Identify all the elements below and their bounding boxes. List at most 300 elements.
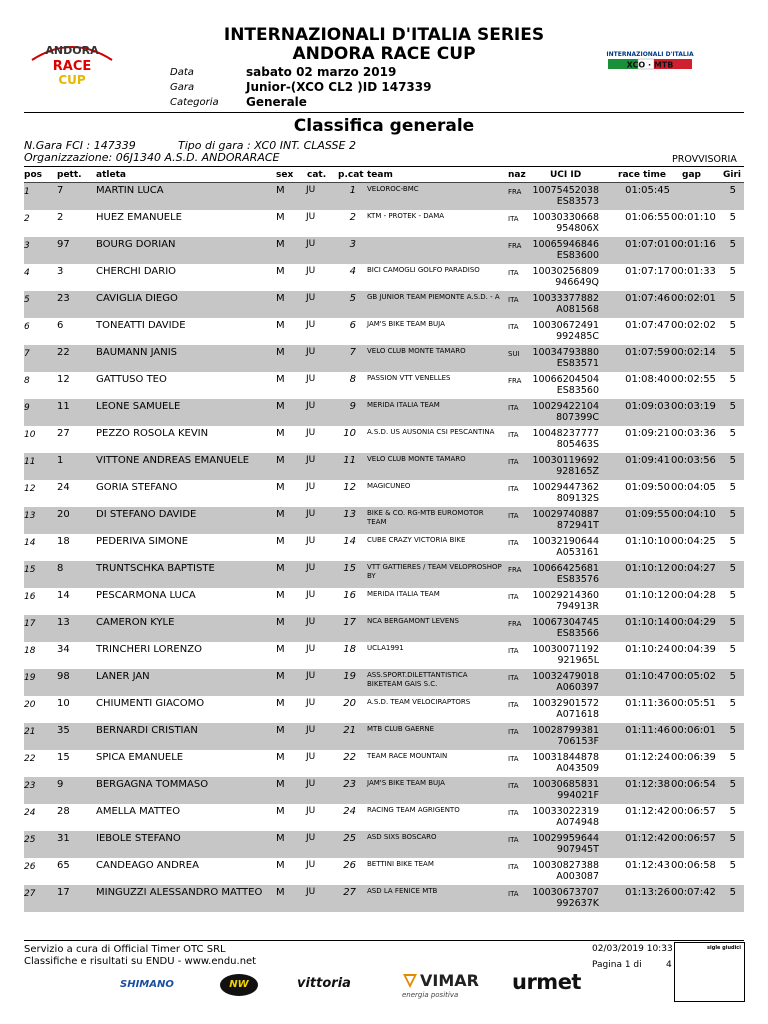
nationality: ITA (508, 674, 519, 682)
gap-time: 00:01:10 (671, 212, 716, 223)
race-time: 01:12:43 (625, 860, 670, 871)
gap-time: 00:03:56 (671, 455, 716, 466)
athlete-name: TRINCHERI LORENZO (96, 644, 202, 655)
gap-time: 00:04:27 (671, 563, 716, 574)
team-name: VELOROC-BMC (367, 185, 419, 193)
judges-signature-box (674, 942, 745, 1002)
bib-cell: 3 (57, 266, 64, 277)
laps: 5 (729, 320, 736, 331)
footer-results: Classifiche e risultati su ENDU - www.endu.net (24, 956, 257, 967)
athlete-name: PEDERIVA SIMONE (96, 536, 189, 547)
team-name: VTT GATTIERES / TEAM VELOPROSHOP BY (367, 563, 502, 580)
bib-cell: 11 (57, 401, 70, 412)
category-position: 12 (343, 482, 356, 493)
bib-cell: 97 (57, 239, 70, 250)
table-row (24, 534, 744, 561)
category-position: 24 (343, 806, 356, 817)
event-title-line2: ANDORA RACE CUP (292, 44, 476, 64)
laps: 5 (729, 482, 736, 493)
category-cell: JU (306, 590, 316, 600)
meta-value-gara: Junior-(XCO CL2 )ID 147339 (246, 80, 432, 94)
laps: 5 (729, 617, 736, 628)
col-pcat: p.cat (338, 170, 364, 180)
pos-cell: 8 (24, 376, 30, 386)
col-cat: cat. (307, 170, 327, 180)
category-position: 21 (343, 725, 356, 736)
col-giri: Giri (723, 170, 741, 180)
sex-cell: M (276, 644, 285, 655)
laps: 5 (729, 347, 736, 358)
team-name: CUBE CRAZY VICTORIA BIKE (367, 536, 466, 544)
table-row (24, 318, 744, 345)
table-row (24, 858, 744, 885)
meta-value-categoria: Generale (246, 95, 307, 109)
athlete-name: IEBOLE STEFANO (96, 833, 181, 844)
gap-time: 00:03:36 (671, 428, 716, 439)
pos-cell: 14 (24, 538, 36, 548)
team-name: ASS.SPORT.DILETTANTISTICA BIKETEAM GAIS S.C. (367, 671, 468, 688)
svg-text:ANDORA: ANDORA (45, 44, 99, 57)
bib-cell: 22 (57, 347, 70, 358)
table-row (24, 588, 744, 615)
pos-cell: 19 (24, 673, 36, 683)
category-cell: JU (306, 752, 316, 762)
gap-time: 00:01:16 (671, 239, 716, 250)
table-row (24, 885, 744, 912)
pos-cell: 27 (24, 889, 36, 899)
category-cell: JU (306, 671, 316, 681)
category-position: 7 (349, 347, 356, 358)
sex-cell: M (276, 833, 285, 844)
category-position: 23 (343, 779, 356, 790)
race-time: 01:09:50 (625, 482, 670, 493)
col-time: race time (618, 170, 666, 180)
race-time: 01:10:47 (625, 671, 670, 682)
gap-time: 00:02:55 (671, 374, 716, 385)
category-cell: JU (306, 185, 316, 195)
team-name: MTB CLUB GAERNE (367, 725, 435, 733)
category-position: 17 (343, 617, 356, 628)
sex-cell: M (276, 347, 285, 358)
nationality: ITA (508, 809, 519, 817)
bib-cell: 7 (57, 185, 64, 196)
table-row (24, 804, 744, 831)
sex-cell: M (276, 563, 285, 574)
category-position: 19 (343, 671, 356, 682)
nationality: ITA (508, 296, 519, 304)
table-row (24, 453, 744, 480)
team-name: A.S.D. US AUSONIA CSI PESCANTINA (367, 428, 495, 436)
bib-cell: 27 (57, 428, 70, 439)
category-position: 20 (343, 698, 356, 709)
category-position: 1 (349, 185, 356, 196)
pos-cell: 13 (24, 511, 36, 521)
category-cell: JU (306, 320, 316, 330)
category-cell: JU (306, 725, 316, 735)
race-time: 01:08:40 (625, 374, 670, 385)
sex-cell: M (276, 671, 285, 682)
table-row (24, 291, 744, 318)
uci-id: 10067304745 ES83566 (532, 617, 599, 639)
category-cell: JU (306, 347, 316, 357)
table-row (24, 642, 744, 669)
category-cell: JU (306, 563, 316, 573)
gap-time: 00:03:19 (671, 401, 716, 412)
uci-id: 10030673707 992637K (532, 887, 599, 909)
laps: 5 (729, 536, 736, 547)
laps: 5 (729, 887, 736, 898)
header-divider (24, 112, 744, 113)
gap-time: 00:04:05 (671, 482, 716, 493)
urmet-logo: urmet (512, 970, 581, 994)
table-row (24, 696, 744, 723)
sex-cell: M (276, 617, 285, 628)
category-position: 5 (349, 293, 356, 304)
uci-id: 10028799381 706153F (532, 725, 599, 747)
bib-cell: 98 (57, 671, 70, 682)
laps: 5 (729, 509, 736, 520)
bib-cell: 8 (57, 563, 64, 574)
athlete-name: VITTONE ANDREAS EMANUELE (96, 455, 250, 466)
nationality: ITA (508, 836, 519, 844)
vimar-logo: VIMAR (420, 971, 479, 990)
category-cell: JU (306, 428, 316, 438)
laps: 5 (729, 293, 736, 304)
uci-id: 10029422104 807399C (532, 401, 599, 423)
category-cell: JU (306, 833, 316, 843)
athlete-name: AMELLA MATTEO (96, 806, 181, 817)
category-cell: JU (306, 266, 316, 276)
athlete-name: BOURG DORIAN (96, 239, 176, 250)
bib-cell: 24 (57, 482, 70, 493)
table-row (24, 831, 744, 858)
category-cell: JU (306, 887, 316, 897)
team-name: JAM'S BIKE TEAM BUJA (367, 779, 445, 787)
athlete-name: GATTUSO TEO (96, 374, 167, 385)
athlete-name: CANDEAGO ANDREA (96, 860, 199, 871)
category-position: 16 (343, 590, 356, 601)
uci-id: 10030119692 928165Z (532, 455, 599, 477)
team-name: UCLA1991 (367, 644, 404, 652)
table-top-divider (24, 166, 744, 167)
laps: 5 (729, 752, 736, 763)
footer-page-label: Pagina 1 di (592, 960, 642, 970)
uci-id: 10030827388 A003087 (532, 860, 599, 882)
gap-time: 00:04:25 (671, 536, 716, 547)
athlete-name: BERGAGNA TOMMASO (96, 779, 209, 790)
race-time: 01:09:41 (625, 455, 670, 466)
category-cell: JU (306, 644, 316, 654)
nationality: ITA (508, 512, 519, 520)
sex-cell: M (276, 212, 285, 223)
event-title-line1: INTERNAZIONALI D'ITALIA SERIES (223, 25, 545, 45)
race-time: 01:07:01 (625, 239, 670, 250)
race-time: 01:10:10 (625, 536, 670, 547)
uci-id: 10029740887 872941T (532, 509, 599, 531)
uci-id: 10030672491 992485C (532, 320, 599, 342)
category-cell: JU (306, 455, 316, 465)
race-time: 01:10:12 (625, 590, 670, 601)
sex-cell: M (276, 266, 285, 277)
nationality: ITA (508, 728, 519, 736)
pos-cell: 7 (24, 349, 30, 359)
sex-cell: M (276, 293, 285, 304)
athlete-name: DI STEFANO DAVIDE (96, 509, 197, 520)
race-time: 01:06:55 (625, 212, 670, 223)
pos-cell: 24 (24, 808, 36, 818)
uci-id: 10032190644 A053161 (532, 536, 599, 558)
nationality: ITA (508, 647, 519, 655)
sex-cell: M (276, 752, 285, 763)
table-row (24, 210, 744, 237)
race-time: 01:07:47 (625, 320, 670, 331)
race-time: 01:05:45 (625, 185, 670, 196)
gap-time: 00:02:02 (671, 320, 716, 331)
meta-key-categoria: Categoria (170, 97, 219, 108)
team-name: PASSION VTT VENELLES (367, 374, 451, 382)
gap-time: 00:04:39 (671, 644, 716, 655)
col-gap: gap (682, 170, 701, 180)
uci-id: 10029447362 809132S (532, 482, 599, 504)
sex-cell: M (276, 509, 285, 520)
sex-cell: M (276, 590, 285, 601)
bib-cell: 34 (57, 644, 70, 655)
uci-id: 10034793880 ES83571 (532, 347, 599, 369)
bib-cell: 10 (57, 698, 70, 709)
category-position: 26 (343, 860, 356, 871)
nationality: ITA (508, 755, 519, 763)
gap-time: 00:06:54 (671, 779, 716, 790)
pos-cell: 20 (24, 700, 36, 710)
sex-cell: M (276, 860, 285, 871)
sex-cell: M (276, 779, 285, 790)
gap-time: 00:06:58 (671, 860, 716, 871)
laps: 5 (729, 455, 736, 466)
bib-cell: 23 (57, 293, 70, 304)
uci-id: 10066204504 ES83560 (532, 374, 599, 396)
sex-cell: M (276, 185, 285, 196)
uci-id: 10033377882 A081568 (532, 293, 599, 315)
category-cell: JU (306, 536, 316, 546)
sex-cell: M (276, 806, 285, 817)
nationality: ITA (508, 539, 519, 547)
meta-key-data: Data (170, 67, 194, 78)
gap-time: 00:06:39 (671, 752, 716, 763)
pos-cell: 21 (24, 727, 36, 737)
race-time: 01:10:24 (625, 644, 670, 655)
section-title: Classifica generale (293, 116, 475, 136)
pos-cell: 6 (24, 322, 30, 332)
race-time: 01:09:03 (625, 401, 670, 412)
laps: 5 (729, 374, 736, 385)
uci-id: 10065946846 ES83600 (532, 239, 599, 261)
team-name: RACING TEAM AGRIGENTO (367, 806, 460, 814)
athlete-name: CHIUMENTI GIACOMO (96, 698, 205, 709)
category-position: 18 (343, 644, 356, 655)
team-name: MAGICUNEO (367, 482, 411, 490)
col-pett: pett. (57, 170, 82, 180)
sex-cell: M (276, 428, 285, 439)
athlete-name: PESCARMONA LUCA (96, 590, 196, 601)
athlete-name: TRUNTSCHKA BAPTISTE (96, 563, 215, 574)
team-name: MERIDA ITALIA TEAM (367, 401, 440, 409)
team-name: BETTINI BIKE TEAM (367, 860, 434, 868)
shimano-logo: SHIMANO (120, 979, 174, 990)
race-time: 01:12:24 (625, 752, 670, 763)
race-time: 01:10:14 (625, 617, 670, 628)
bib-cell: 1 (57, 455, 64, 466)
category-cell: JU (306, 239, 316, 249)
athlete-name: LANER JAN (96, 671, 150, 682)
nationality: SUI (508, 350, 520, 358)
internazionali-italia-logo (602, 48, 698, 72)
table-row (24, 723, 744, 750)
bib-cell: 2 (57, 212, 64, 223)
uci-id: 10033022319 A074948 (532, 806, 599, 828)
bib-cell: 65 (57, 860, 70, 871)
gap-time: 00:06:57 (671, 806, 716, 817)
sex-cell: M (276, 320, 285, 331)
laps: 5 (729, 212, 736, 223)
category-position: 27 (343, 887, 356, 898)
col-sex: sex (276, 170, 294, 180)
pos-cell: 22 (24, 754, 36, 764)
uci-id: 10075452038 ES83573 (532, 185, 599, 207)
race-time: 01:11:36 (625, 698, 670, 709)
nationality: ITA (508, 431, 519, 439)
bib-cell: 14 (57, 590, 70, 601)
team-name: ASD LA FENICE MTB (367, 887, 438, 895)
team-name: ASD SIXS BOSCARO (367, 833, 437, 841)
table-row (24, 480, 744, 507)
pos-cell: 18 (24, 646, 36, 656)
team-name: KTM - PROTEK - DAMA (367, 212, 445, 220)
gap-time: 00:05:51 (671, 698, 716, 709)
nationality: FRA (508, 620, 522, 628)
race-time: 01:12:42 (625, 833, 670, 844)
race-time: 01:13:26 (625, 887, 670, 898)
laps: 5 (729, 806, 736, 817)
nationality: ITA (508, 701, 519, 709)
category-cell: JU (306, 698, 316, 708)
table-row (24, 264, 744, 291)
nationality: FRA (508, 242, 522, 250)
gap-time: 00:04:10 (671, 509, 716, 520)
athlete-name: CHERCHI DARIO (96, 266, 177, 277)
bib-cell: 35 (57, 725, 70, 736)
race-time: 01:07:46 (625, 293, 670, 304)
pos-cell: 3 (24, 241, 30, 251)
gara-number: N.Gara FCI : 147339 (24, 139, 136, 152)
pos-cell: 16 (24, 592, 36, 602)
laps: 5 (729, 698, 736, 709)
race-time: 01:10:12 (625, 563, 670, 574)
meta-value-data: sabato 02 marzo 2019 (246, 65, 397, 79)
uci-id: 10032901572 A071618 (532, 698, 599, 720)
footer-service: Servizio a cura di Official Timer OTC SRL (24, 944, 226, 955)
category-position: 9 (349, 401, 356, 412)
team-name: TEAM RACE MOUNTAIN (367, 752, 448, 760)
laps: 5 (729, 860, 736, 871)
pos-cell: 4 (24, 268, 30, 278)
table-row (24, 561, 744, 588)
athlete-name: TONEATTI DAVIDE (96, 320, 186, 331)
col-uci: UCI ID (550, 170, 582, 180)
race-time: 01:07:59 (625, 347, 670, 358)
pos-cell: 17 (24, 619, 36, 629)
race-time: 01:11:46 (625, 725, 670, 736)
bib-cell: 28 (57, 806, 70, 817)
pos-cell: 25 (24, 835, 36, 845)
category-position: 13 (343, 509, 356, 520)
category-position: 10 (343, 428, 356, 439)
uci-id: 10029959644 907945T (532, 833, 599, 855)
sex-cell: M (276, 887, 285, 898)
table-row (24, 615, 744, 642)
table-row (24, 345, 744, 372)
vimar-tagline: energia positiva (402, 991, 459, 999)
athlete-name: LEONE SAMUELE (96, 401, 181, 412)
table-row (24, 399, 744, 426)
vittoria-logo: vittoria (297, 976, 351, 991)
uci-id: 10048237777 805463S (532, 428, 599, 450)
category-cell: JU (306, 617, 316, 627)
category-cell: JU (306, 860, 316, 870)
sex-cell: M (276, 725, 285, 736)
athlete-name: CAMERON KYLE (96, 617, 175, 628)
team-name: VELO CLUB MONTE TAMARO (367, 347, 466, 355)
sex-cell: M (276, 401, 285, 412)
uci-id: 10032479018 A060397 (532, 671, 599, 693)
nationality: ITA (508, 593, 519, 601)
nationality: ITA (508, 863, 519, 871)
uci-id: 10030685831 994021F (532, 779, 599, 801)
pos-cell: 11 (24, 457, 36, 467)
footer-divider (24, 940, 744, 941)
svg-text:CUP: CUP (58, 73, 86, 86)
team-name: GB JUNIOR TEAM PIEMONTE A.S.D. - A (367, 293, 500, 301)
bib-cell: 6 (57, 320, 64, 331)
laps: 5 (729, 644, 736, 655)
footer-datetime: 02/03/2019 10:33 (592, 944, 673, 954)
pos-cell: 12 (24, 484, 36, 494)
gap-time: 00:07:42 (671, 887, 716, 898)
team-name: NCA BERGAMONT LEVENS (367, 617, 459, 625)
laps: 5 (729, 590, 736, 601)
sex-cell: M (276, 698, 285, 709)
race-time: 01:09:21 (625, 428, 670, 439)
race-type: Tipo di gara : XC0 INT. CLASSE 2 (178, 139, 356, 152)
nationality: FRA (508, 377, 522, 385)
gap-time: 00:01:33 (671, 266, 716, 277)
uci-id: 10029214360 794913R (532, 590, 599, 612)
nationality: FRA (508, 566, 522, 574)
category-position: 15 (343, 563, 356, 574)
uci-id: 10030256809 946649Q (532, 266, 599, 288)
bib-cell: 20 (57, 509, 70, 520)
vimar-icon (402, 973, 418, 989)
results-table (24, 183, 744, 912)
pos-cell: 23 (24, 781, 36, 791)
category-position: 25 (343, 833, 356, 844)
nationality: ITA (508, 215, 519, 223)
laps: 5 (729, 266, 736, 277)
col-team: team (367, 170, 393, 180)
laps: 5 (729, 239, 736, 250)
svg-text:INTERNAZIONALI D'ITALIA: INTERNAZIONALI D'ITALIA (606, 51, 694, 58)
category-position: 6 (349, 320, 356, 331)
category-cell: JU (306, 212, 316, 222)
